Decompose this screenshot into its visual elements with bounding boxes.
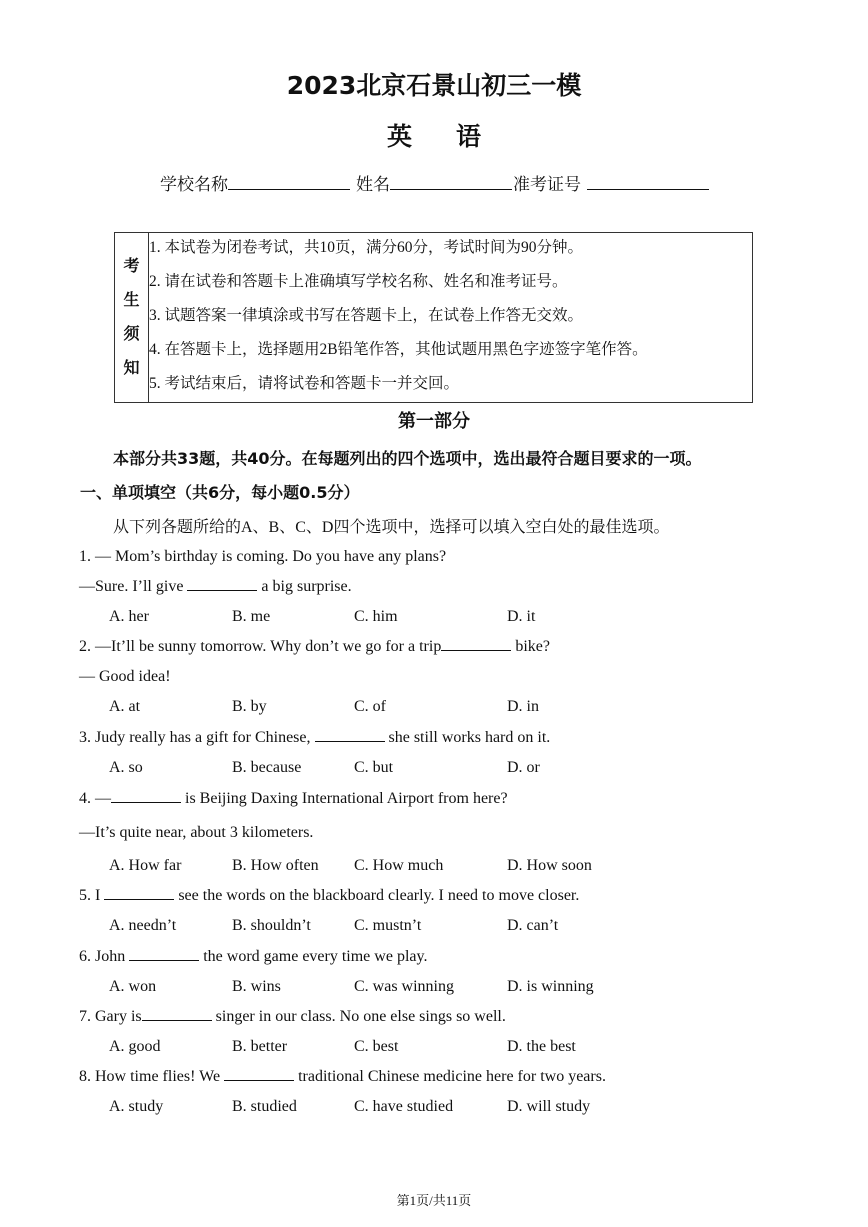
question-text: 6. John: [79, 948, 130, 965]
page-title: 2023北京石景山初三一模: [286, 71, 582, 100]
option-d: D. the best: [507, 1038, 576, 1055]
option-b: B. studied: [232, 1098, 297, 1115]
part-intro: 本部分共33题，共40分。在每题列出的四个选项中，选出最符合题目要求的一项。: [113, 449, 702, 468]
exam-id-label: 准考证号: [513, 175, 581, 195]
option-b: B. shouldn’t: [232, 917, 311, 934]
answer-blank: [104, 899, 174, 900]
question-8-stem: [79, 1068, 606, 1086]
option-a: A. her: [109, 608, 149, 625]
option-d: D. or: [507, 759, 540, 776]
option-a: A. at: [109, 698, 141, 715]
option-a: A. needn’t: [109, 917, 177, 934]
option-c: C. have studied: [354, 1098, 454, 1115]
notice-box: [114, 232, 753, 403]
answer-blank: [129, 960, 199, 961]
option-b: B. me: [232, 608, 271, 625]
notice-item: 4. 在答题卡上，选择题用2B铅笔作答，其他试题用黑色字迹签字笔作答。: [149, 341, 648, 358]
question-text: is Beijing Daxing International Airport from here?: [181, 790, 508, 807]
option-a: A. so: [109, 759, 143, 776]
option-a: A. study: [109, 1098, 164, 1115]
answer-blank: [142, 1020, 212, 1021]
option-c: C. of: [354, 698, 386, 715]
option-b: B. because: [232, 759, 302, 776]
question-text: bike?: [511, 638, 550, 655]
option-c: C. him: [354, 608, 398, 625]
exam-id-field: [513, 170, 709, 195]
question-1-reply: [79, 578, 352, 596]
option-d: D. will study: [507, 1098, 591, 1115]
answer-blank: [111, 802, 181, 803]
notice-item: 1. 本试卷为闭卷考试，共10页，满分60分，考试时间为90分钟。: [149, 239, 584, 256]
question-text: 4. —: [79, 790, 111, 807]
part-heading: 第一部分: [398, 411, 470, 432]
option-d: D. is winning: [507, 978, 594, 995]
option-b: B. by: [232, 698, 267, 715]
question-2-reply: [79, 668, 171, 686]
notice-item: 3. 试题答案一律填涂或书写在答题卡上，在试卷上作答无交效。: [149, 307, 584, 324]
option-c: C. mustn’t: [354, 917, 422, 934]
school-name-label: 学校名称: [160, 175, 228, 195]
question-6-stem: [79, 948, 427, 966]
question-text: —It’s quite near, about 3 kilometers.: [79, 824, 314, 841]
option-c: C. but: [354, 759, 394, 776]
answer-blank: [187, 590, 257, 591]
question-text: 3. Judy really has a gift for Chinese,: [79, 729, 315, 746]
question-text: 1. — Mom’s birthday is coming. Do you have any plans?: [79, 548, 447, 565]
question-text: she still works hard on it.: [384, 729, 551, 746]
answer-blank: [224, 1080, 294, 1081]
question-text: a big surprise.: [257, 578, 352, 595]
question-3-stem: [79, 729, 550, 747]
question-4-stem: [79, 790, 508, 808]
option-d: D. in: [507, 698, 539, 715]
option-c: C. How much: [354, 857, 444, 874]
option-b: B. better: [232, 1038, 288, 1055]
option-a: A. How far: [109, 857, 182, 874]
question-text: traditional Chinese medicine here for two years.: [294, 1068, 606, 1085]
option-d: D. it: [507, 608, 536, 625]
question-text: singer in our class. No one else sings so well.: [211, 1008, 506, 1025]
notice-item: 5. 考试结束后，请将试卷和答题卡一并交回。: [149, 375, 460, 392]
option-b: B. wins: [232, 978, 281, 995]
notice-header-char: 生: [123, 290, 140, 309]
student-name-label: 姓名: [356, 175, 390, 195]
option-a: A. good: [109, 1038, 161, 1055]
notice-item: 2. 请在试卷和答题卡上准确填写学校名称、姓名和准考证号。: [149, 273, 568, 290]
question-2-stem: [79, 638, 550, 656]
option-d: D. can’t: [507, 917, 559, 934]
page-number: 第1页/共11页: [396, 1193, 472, 1208]
option-b: B. How often: [232, 857, 319, 874]
option-a: A. won: [109, 978, 157, 995]
section-heading: 一、单项填空（共6分，每小题0.5分）: [80, 483, 360, 502]
question-text: see the words on the blackboard clearly. I need to move closer.: [174, 887, 580, 904]
answer-blank: [315, 741, 385, 742]
notice-header-char: 须: [123, 324, 140, 343]
question-text: 5. I: [79, 887, 105, 904]
question-text: 2. —It’ll be sunny tomorrow. Why don’t we go for a trip: [79, 638, 442, 655]
question-text: 7. Gary is: [79, 1008, 142, 1025]
notice-header-char: 考: [123, 256, 140, 275]
school-name-field: [160, 170, 350, 195]
option-c: C. best: [354, 1038, 399, 1055]
exam-id-blank: [587, 171, 709, 190]
question-4-reply: [79, 824, 313, 842]
question-5-stem: [79, 887, 579, 905]
school-name-blank: [228, 171, 350, 190]
question-7-stem: [79, 1008, 506, 1026]
notice-header-char: 知: [123, 358, 140, 377]
option-c: C. was winning: [354, 978, 454, 995]
option-d: D. How soon: [507, 857, 592, 874]
answer-blank: [441, 650, 511, 651]
question-text: — Good idea!: [79, 668, 171, 685]
question-text: 8. How time flies! We: [79, 1068, 225, 1085]
subject-title: 英语: [386, 122, 525, 151]
notice-header: [115, 233, 149, 402]
student-name-field: [356, 170, 512, 195]
student-name-blank: [390, 171, 512, 190]
question-text: the word game every time we play.: [199, 948, 428, 965]
question-text: —Sure. I’ll give: [79, 578, 188, 595]
question-1-stem: [79, 548, 446, 566]
section-instruction: 从下列各题所给的A、B、C、D四个选项中，选择可以填入空白处的最佳选项。: [113, 519, 670, 536]
